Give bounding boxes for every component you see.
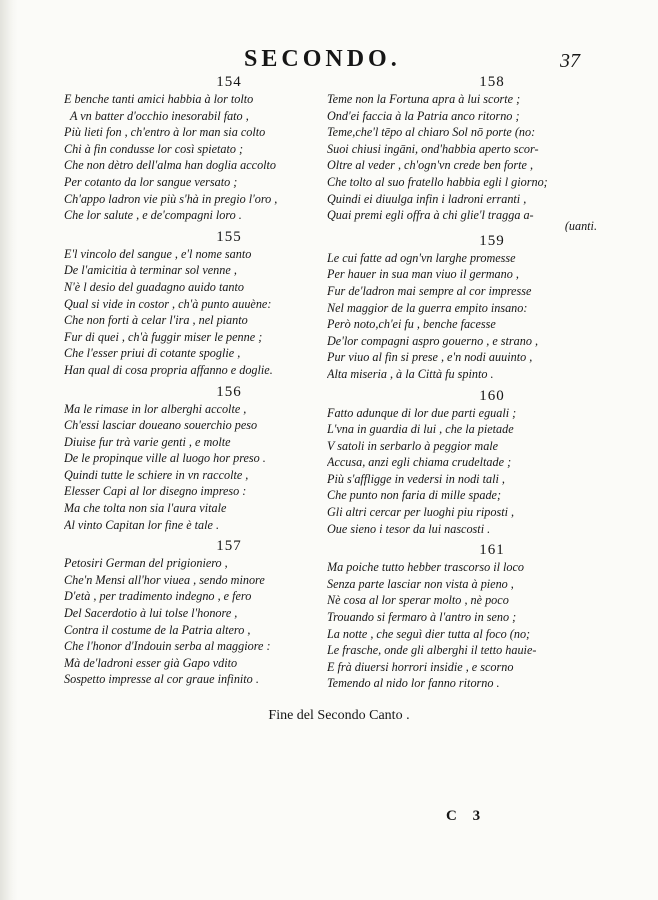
verse-line: Sospetto impresse al cor graue infinito . bbox=[64, 672, 259, 687]
verse-line: Ch'appo ladron vie più s'hà in pregio l'oro , bbox=[64, 191, 278, 206]
signature-mark: C 3 bbox=[446, 808, 487, 824]
verse-line: Che lor salute , e de'compagni loro . bbox=[64, 208, 242, 223]
right-column bbox=[327, 73, 597, 692]
verse-line: E benche tanti amici habbia à lor tolto bbox=[64, 92, 254, 106]
verse-line: Che'n Mensi all'hor viuea , sendo minore bbox=[64, 572, 265, 587]
verse-line: Quai premi egli offra à chi glie'l tragga a- bbox=[327, 208, 534, 223]
verse-line: Teme,che'l tēpo al chiaro Sol nō porte (no: bbox=[327, 125, 536, 140]
stanza-number: 156 bbox=[216, 383, 242, 400]
verse-line: Le frasche, onde gli alberghi il tetto hauie- bbox=[327, 643, 537, 658]
stanza-158 bbox=[327, 73, 597, 232]
verse-line: Temendo al nido lor fanno ritorno . bbox=[327, 676, 500, 691]
verse-line: Che l'esser priui di cotante spoglie , bbox=[64, 346, 241, 361]
verse-line: Quindi tutte le schiere in vn raccolte , bbox=[64, 467, 249, 482]
verse-line: E frà diuersi horrori insidie , e scorno bbox=[327, 659, 514, 674]
verse-line: De l'amicitia à terminar sol venne , bbox=[64, 263, 237, 278]
verse-line: Ma le rimase in lor alberghi accolte , bbox=[64, 401, 247, 416]
verse-line: N'è l desio del guadagno auido tanto bbox=[64, 279, 244, 294]
page-edge bbox=[0, 0, 18, 900]
verse-line: Le cui fatte ad ogn'vn larghe promesse bbox=[327, 250, 516, 265]
page-number: 37 bbox=[560, 50, 580, 72]
verse-line: De le propinque ville al luogo hor preso . bbox=[64, 451, 266, 466]
verse-line: Al vinto Capitan lor fine è tale . bbox=[64, 517, 220, 532]
verse-line: Fur di quei , ch'à fuggir miser le penne ; bbox=[64, 329, 263, 344]
verse-line: Qual si vide in costor , ch'à punto auuène: bbox=[64, 296, 272, 311]
verse-line: Nè cosa al lor sperar molto , nè poco bbox=[327, 593, 509, 608]
stanza-number: 157 bbox=[216, 538, 242, 555]
verse-line: D'età , per tradimento indegno , e fero bbox=[64, 589, 252, 604]
canto-end-colophon: Fine del Secondo Canto . bbox=[268, 708, 410, 723]
verse-line: Mà de'ladroni esser già Gapo vdito bbox=[64, 655, 238, 670]
stanza-number: 158 bbox=[479, 74, 505, 90]
stanza-159 bbox=[327, 232, 597, 383]
stanza-154 bbox=[64, 73, 334, 224]
verse-line: V satoli in serbarlo à peggior male bbox=[327, 438, 499, 453]
verse-line: Oltre al veder , ch'ogn'vn crede ben forte , bbox=[327, 158, 534, 173]
verse-turnover: (uanti. bbox=[564, 220, 597, 232]
verse-line: Per cotanto da lor sangue versato ; bbox=[64, 174, 238, 189]
stanza-number: 160 bbox=[479, 387, 505, 404]
verse-line: Contra il costume de la Patria altero , bbox=[64, 622, 251, 637]
verse-line: Chi à fin condusse lor così spietato ; bbox=[64, 141, 244, 156]
verse-line: Teme non la Fortuna apra à lui scorte ; bbox=[327, 92, 521, 106]
verse-line: Che non forti à celar l'ira , nel pianto bbox=[64, 313, 248, 328]
verse-line: Diuise fur trà varie genti , e molte bbox=[64, 434, 231, 449]
stanza-161 bbox=[327, 541, 597, 692]
verse-line: Han qual di cosa propria affanno e doglie. bbox=[64, 362, 273, 377]
verse-line: La notte , che seguì dier tutta al foco (no; bbox=[327, 626, 531, 641]
verse-line: Che punto non faria di mille spade; bbox=[327, 488, 501, 503]
verse-line: Che non dètro dell'alma han doglia accolto bbox=[64, 158, 277, 173]
verse-line: Alta miseria , à la Città fu spinto . bbox=[327, 366, 494, 381]
verse-line: Più lieti fon , ch'entro à lor man sia colto bbox=[64, 125, 266, 140]
verse-line: A vn batter d'occhio inesorabil fato , bbox=[70, 108, 249, 123]
verse-line: Però noto,ch'ei fu , benche facesse bbox=[327, 317, 496, 332]
verse-line: E'l vincolo del sangue , e'l nome santo bbox=[64, 246, 252, 261]
verse-line: Del Sacerdotio à lui tolse l'honore , bbox=[64, 606, 238, 621]
verse-line: Fur de'ladron mai sempre al cor impresse bbox=[327, 283, 532, 298]
verse-line: Accusa, anzi egli chiama crudeltade ; bbox=[327, 455, 512, 470]
stanza-number: 154 bbox=[216, 74, 242, 90]
verse-line: Nel maggior de la guerra empito insano: bbox=[327, 300, 528, 315]
left-column bbox=[64, 73, 334, 688]
stanza-160 bbox=[327, 387, 597, 538]
verse-line: Senza parte lasciar non vista à pieno , bbox=[327, 576, 514, 591]
stanza-157 bbox=[64, 537, 334, 688]
stanza-number: 159 bbox=[479, 232, 505, 249]
verse-line: Elesser Capi al lor disegno impreso : bbox=[64, 484, 247, 499]
stanza-155 bbox=[64, 228, 334, 379]
running-title: SECONDO. bbox=[244, 46, 401, 72]
verse-line: L'vna in guardia di lui , che la pietade bbox=[327, 422, 514, 437]
verse-line: Più s'affligge in vedersi in nodi tali , bbox=[327, 471, 505, 486]
verse-line: Per hauer in sua man viuo il germano , bbox=[327, 267, 519, 282]
verse-line: Che tolto al suo fratello habbia egli l giorno; bbox=[327, 174, 548, 189]
verse-line: Trouando si fermaro à l'antro in seno ; bbox=[327, 610, 517, 625]
stanza-156 bbox=[64, 383, 334, 534]
verse-line: Fatto adunque di lor due parti eguali ; bbox=[327, 405, 517, 420]
verse-line: De'lor compagni aspro gouerno , e strano , bbox=[327, 333, 539, 348]
verse-line: Ch'essi lasciar doueano souerchio peso bbox=[64, 418, 258, 433]
verse-line: Oue sieno i tesor da lui nascosti . bbox=[327, 521, 491, 536]
verse-line: Ond'ei faccia à la Patria anco ritorno ; bbox=[327, 108, 520, 123]
verse-line: Quindi ei diuulga infin i ladroni erranti , bbox=[327, 191, 527, 206]
verse-line: Ma poiche tutto hebber trascorso il loco bbox=[327, 560, 525, 575]
verse-line: Petosiri German del prigioniero , bbox=[64, 556, 228, 571]
verse-line: Suoi chiusi ingāni, ond'habbia aperto scor- bbox=[327, 141, 539, 156]
verse-line: Gli altri cercar per luoghi piu riposti , bbox=[327, 505, 515, 520]
verse-line: Pur viuo al fin si prese , e'n nodi auuinto , bbox=[327, 350, 533, 365]
verse-line: Che l'honor d'Indouin serba al maggiore : bbox=[64, 639, 271, 654]
page-header bbox=[0, 44, 658, 76]
stanza-number: 161 bbox=[479, 542, 505, 559]
verse-line: Ma che tolta non sia l'aura vitale bbox=[64, 501, 227, 516]
stanza-number: 155 bbox=[216, 228, 242, 245]
